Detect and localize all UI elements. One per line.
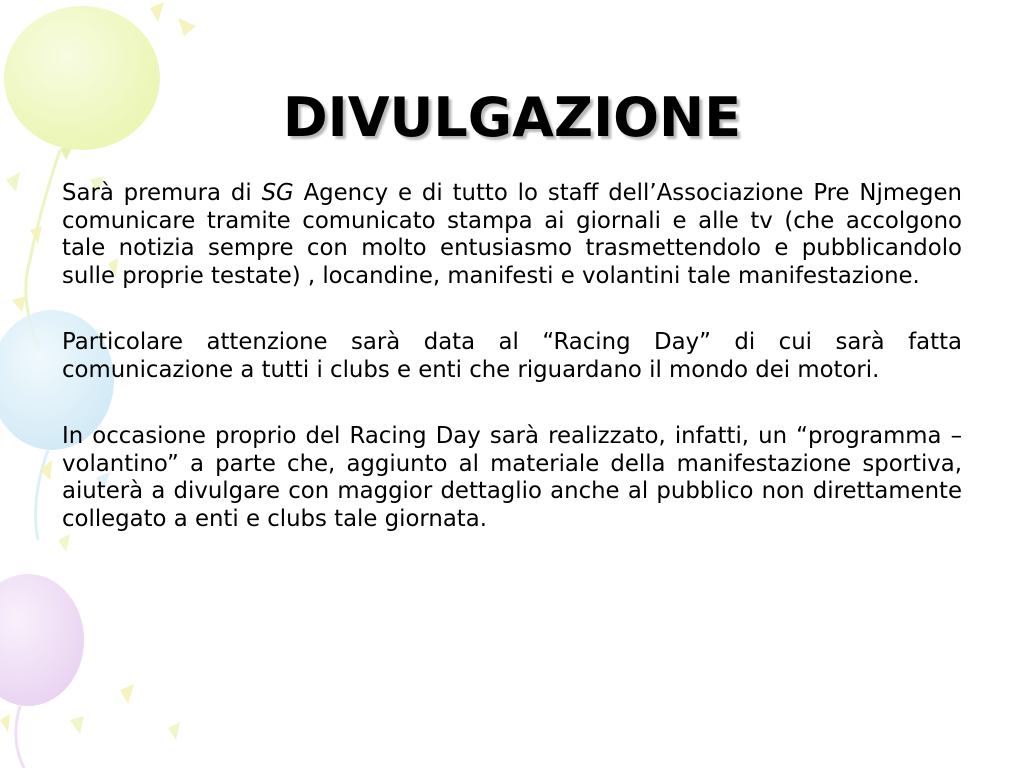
slide-body [62,180,962,572]
paragraph-press-release [62,180,962,290]
slide-title: DIVULGAZIONE [282,86,742,149]
paragraph-programme: In occasione proprio del Racing Day sarà realizzato, infatti, un “programma – volantino” a parte che, aggiunto al materiale della manifestazione sportiva, aiuterà a divulgare con maggior dettaglio anche al pubblico non direttamente collegato a enti e clubs tale giornata. [62,423,962,532]
purple-balloon [0,574,84,768]
paragraph-1-start: Sarà premura di [62,180,262,206]
agency-name: SG [261,180,294,206]
paragraph-1-rest: Agency e di tutto lo staff dell’Associazione Pre Njmegen comunicare tramite comunicato stampa ai giornali e alle tv (che accolgono tale notizia sempre con molto entusiasmo trasmettendolo e pubblicandolo sulle proprie testate) , locandine, manifesti e volantini tale manifestazione. [62,180,963,289]
paragraph-racing-day: Particolare attenzione sarà data al “Racing Day” di cui sarà fatta comunicazione a tutti i clubs e enti che riguardano il mondo dei motori. [62,329,962,383]
